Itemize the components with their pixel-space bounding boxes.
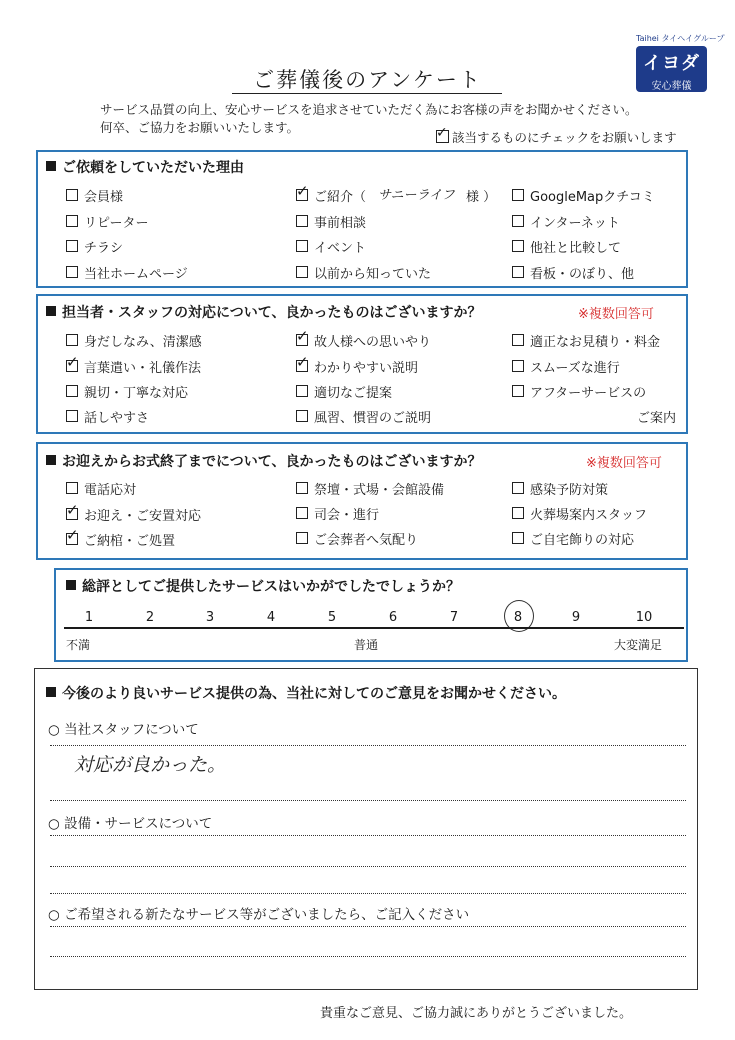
checkbox[interactable] bbox=[512, 507, 524, 519]
question-staff: ○ 当社スタッフについて bbox=[48, 722, 199, 738]
checkbox[interactable] bbox=[512, 266, 524, 278]
option-aftercare[interactable]: アフターサービスの bbox=[512, 382, 646, 401]
option-explanation[interactable]: ✓ わかりやすい説明 bbox=[296, 357, 418, 376]
checkbox-checked[interactable] bbox=[296, 334, 308, 346]
option-consultation[interactable]: 事前相談 bbox=[296, 212, 366, 231]
checkbox[interactable] bbox=[512, 240, 524, 252]
checkbox[interactable] bbox=[296, 266, 308, 278]
option-home-decor[interactable]: ご自宅飾りの対応 bbox=[512, 529, 634, 548]
square-bullet-icon bbox=[46, 306, 56, 316]
checkbox[interactable] bbox=[512, 334, 524, 346]
option-estimate[interactable]: 適正なお見積り・料金 bbox=[512, 331, 660, 350]
option-mc[interactable]: 司会・進行 bbox=[296, 504, 379, 523]
checkbox[interactable] bbox=[296, 532, 308, 544]
checkbox[interactable] bbox=[66, 334, 78, 346]
scale-4[interactable]: 4 bbox=[266, 610, 276, 625]
referral-handwritten: サニーライフ bbox=[378, 188, 455, 203]
page-title: ご葬儀後のアンケート bbox=[253, 68, 482, 92]
checkbox[interactable] bbox=[512, 482, 524, 494]
answer-line bbox=[50, 835, 686, 836]
option-customs[interactable]: 風習、慣習のご説明 bbox=[296, 407, 431, 426]
rating-scale-line bbox=[64, 627, 684, 629]
option-compare[interactable]: 他社と比較して bbox=[512, 237, 621, 256]
option-pickup[interactable]: ✓お迎え・ご安置対応 bbox=[66, 505, 201, 524]
question-new-service: ○ ご希望される新たなサービス等がございましたら、ご記入ください bbox=[48, 907, 470, 923]
scale-5[interactable]: 5 bbox=[327, 610, 337, 625]
option-altar[interactable]: 祭壇・式場・会館設備 bbox=[296, 479, 444, 498]
checkbox[interactable] bbox=[512, 189, 524, 201]
section-ceremony-heading: お迎えからお式終了までについて、良かったものはございますか？ bbox=[46, 451, 481, 471]
answer-staff-handwritten: 対応が良かった。 bbox=[74, 754, 227, 776]
option-phone[interactable]: 電話応対 bbox=[66, 479, 136, 498]
question-facility: ○ 設備・サービスについて bbox=[48, 816, 213, 832]
checkbox[interactable] bbox=[66, 215, 78, 227]
scale-8[interactable]: 8 bbox=[513, 610, 523, 625]
option-homepage[interactable]: 当社ホームページ bbox=[66, 263, 188, 282]
option-event[interactable]: イベント bbox=[296, 237, 366, 256]
checkbox[interactable] bbox=[296, 215, 308, 227]
checkbox[interactable] bbox=[296, 240, 308, 252]
checkbox[interactable] bbox=[296, 482, 308, 494]
footer-thanks: 貴重なご意見、ご協力誠にありがとうございました。 bbox=[320, 1006, 633, 1021]
section-comments-heading: 今後のより良いサービス提供の為、当社に対してのご意見をお聞かせください。 bbox=[46, 683, 566, 703]
multi-answer-note: ※複数回答可 bbox=[586, 456, 662, 471]
option-compassion[interactable]: ✓ 故人様への思いやり bbox=[296, 331, 431, 350]
checkbox-checked[interactable] bbox=[66, 360, 78, 372]
square-bullet-icon bbox=[46, 687, 56, 697]
check-instruction-text: 該当するものにチェックをお願いします bbox=[452, 130, 677, 145]
square-bullet-icon bbox=[46, 455, 56, 465]
option-manners[interactable]: ✓言葉遣い・礼儀作法 bbox=[66, 357, 201, 376]
checkbox[interactable] bbox=[296, 410, 308, 422]
checkbox[interactable] bbox=[296, 507, 308, 519]
answer-line bbox=[50, 800, 686, 801]
checkbox[interactable] bbox=[512, 360, 524, 372]
checkbox[interactable] bbox=[66, 482, 78, 494]
checkbox-checked[interactable] bbox=[296, 189, 308, 201]
checkbox[interactable] bbox=[512, 385, 524, 397]
option-infection[interactable]: 感染予防対策 bbox=[512, 479, 608, 498]
section-rating-heading: 総評としてご提供したサービスはいかがでしたでしょうか？ bbox=[66, 576, 460, 596]
option-signboard[interactable]: 看板・のぼり、他 bbox=[512, 263, 634, 282]
checkbox[interactable] bbox=[66, 189, 78, 201]
checkmark-icon bbox=[436, 130, 449, 143]
option-referral[interactable]: ✓ ご紹介（ bbox=[296, 186, 366, 205]
logo-sub-text: 安心葬儀 bbox=[651, 81, 692, 92]
section-reason-heading: ご依頼をしていただいた理由 bbox=[46, 157, 244, 177]
scale-1[interactable]: 1 bbox=[84, 610, 94, 625]
option-appearance[interactable]: 身だしなみ、清潔感 bbox=[66, 331, 202, 350]
option-internet[interactable]: インターネット bbox=[512, 212, 620, 231]
option-crematorium[interactable]: 火葬場案内スタッフ bbox=[512, 504, 647, 523]
checkbox-checked[interactable] bbox=[66, 533, 78, 545]
section-staff-heading: 担当者・スタッフの対応について、良かったものはございますか？ bbox=[46, 302, 481, 322]
option-known[interactable]: 以前から知っていた bbox=[296, 263, 431, 282]
logo-group-text: Taihei タイヘイグループ bbox=[636, 34, 725, 43]
answer-line bbox=[50, 956, 686, 957]
answer-line bbox=[50, 745, 686, 746]
option-googlemap[interactable]: GoogleMapクチコミ bbox=[512, 186, 655, 205]
checkbox[interactable] bbox=[66, 385, 78, 397]
option-easy-talk[interactable]: 話しやすさ bbox=[66, 407, 149, 426]
option-proposal[interactable]: 適切なご提案 bbox=[296, 382, 392, 401]
scale-10[interactable]: 10 bbox=[635, 610, 653, 625]
checkbox[interactable] bbox=[66, 240, 78, 252]
logo-main-text: イヨダ bbox=[643, 53, 700, 74]
scale-label-low: 不満 bbox=[66, 638, 91, 652]
option-kindness[interactable]: 親切・丁寧な対応 bbox=[66, 382, 188, 401]
checkbox[interactable] bbox=[512, 215, 524, 227]
scale-9[interactable]: 9 bbox=[571, 610, 581, 625]
answer-line bbox=[50, 893, 686, 894]
option-aftercare-cont: ご案内 bbox=[637, 411, 677, 426]
scale-2[interactable]: 2 bbox=[145, 610, 155, 625]
checkbox[interactable] bbox=[66, 266, 78, 278]
multi-answer-note: ※複数回答可 bbox=[578, 307, 654, 322]
answer-line bbox=[50, 926, 686, 927]
checkbox-checked[interactable] bbox=[296, 360, 308, 372]
option-flyer[interactable]: チラシ bbox=[66, 237, 123, 256]
intro-line-1: サービス品質の向上、安心サービスを追求させていただく為にお客様の声をお聞かせください。 bbox=[100, 102, 638, 117]
scale-label-high: 大変満足 bbox=[614, 638, 663, 652]
referral-suffix: 様 ） bbox=[466, 190, 497, 205]
option-smooth[interactable]: スムーズな進行 bbox=[512, 357, 620, 376]
option-coffin[interactable]: ✓ご納棺・ご処置 bbox=[66, 530, 175, 549]
square-bullet-icon bbox=[66, 580, 76, 590]
option-repeater[interactable]: リピーター bbox=[66, 212, 148, 231]
title-underline bbox=[232, 93, 502, 94]
check-instruction bbox=[436, 128, 677, 146]
checkbox[interactable] bbox=[66, 410, 78, 422]
checkbox[interactable] bbox=[296, 385, 308, 397]
scale-6[interactable]: 6 bbox=[388, 610, 398, 625]
checkbox[interactable] bbox=[512, 532, 524, 544]
square-bullet-icon bbox=[46, 161, 56, 171]
scale-label-mid: 普通 bbox=[354, 638, 379, 652]
answer-line bbox=[50, 866, 686, 867]
intro-line-2: 何卒、ご協力をお願いいたします。 bbox=[100, 120, 300, 135]
checkbox-checked[interactable] bbox=[66, 508, 78, 520]
scale-3[interactable]: 3 bbox=[205, 610, 215, 625]
option-attendees[interactable]: ご会葬者へ気配り bbox=[296, 529, 418, 548]
option-member[interactable]: 会員様 bbox=[66, 186, 123, 205]
scale-7[interactable]: 7 bbox=[449, 610, 459, 625]
